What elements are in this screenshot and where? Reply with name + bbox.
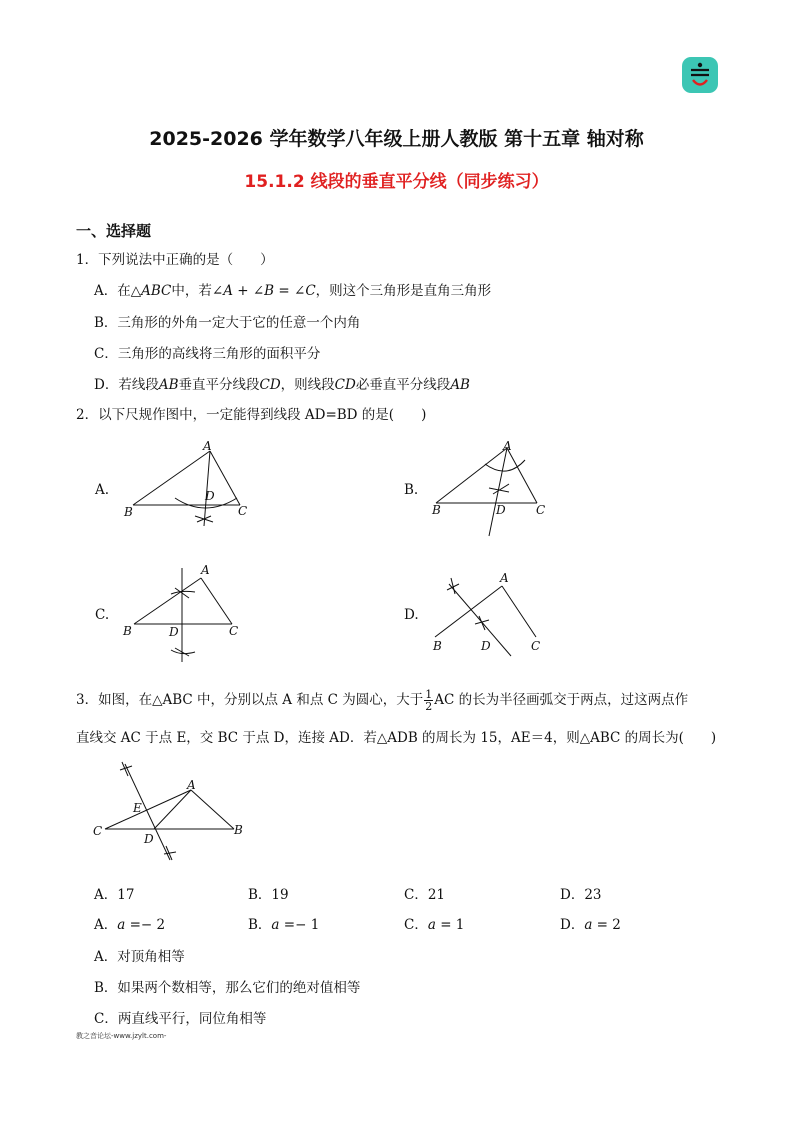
q3-option-c: C．21 [404, 887, 446, 903]
q4-option-a: A．a =− 2 [94, 917, 166, 933]
q5-option-b: B．如果两个数相等，那么它们的绝对值相等 [94, 980, 361, 996]
q2a-point-c: C [238, 504, 248, 518]
q3-point-e: E [133, 801, 142, 815]
q3-point-d: D [144, 832, 154, 846]
q4-option-c: C．a = 1 [404, 917, 465, 933]
q3-fraction: $\frac{1}{2}$ [425, 688, 433, 713]
q1-option-a: A．在△ABC中，若∠A + ∠B = ∠C，则这个三角形是直角三角形 [94, 283, 492, 299]
q3-stem-line2: 直线交 AC 于点 E，交 BC 于点 D，连接 AD．若△ADB 的周长为 15，AE＝4，则△ABC 的周长为( ) [76, 730, 717, 746]
q2c-point-a: A [201, 563, 210, 577]
q2-option-b-label: B. [404, 482, 419, 498]
q2-figure-d [425, 560, 555, 665]
page-title: 2025-2026 学年数学八年级上册人教版 第十五章 轴对称 [149, 128, 644, 150]
q3-point-b: B [234, 823, 243, 837]
q2-figure-c [115, 560, 255, 665]
q2a-point-a: A [203, 439, 212, 453]
q3-stem-line1: 3．如图，在△ABC 中，分别以点 A 和点 C 为圆心，大于 $\frac{1}{2}$ AC 的长为半径画弧交于两点，过这两点作 [76, 688, 689, 713]
section-heading: 一、选择题 [76, 222, 152, 240]
q4-option-b: B．a =− 1 [248, 917, 320, 933]
q2c-point-b: B [123, 624, 132, 638]
q1-option-c: C．三角形的高线将三角形的面积平分 [94, 346, 321, 362]
q2c-point-c: C [229, 624, 239, 638]
footer-watermark: 教之音论坛-www.jzylt.com- [76, 1032, 167, 1040]
q3-option-d: D．23 [560, 887, 602, 903]
q1-stem: 1．下列说法中正确的是（ ） [76, 252, 274, 268]
logo-icon [682, 57, 718, 93]
q2b-point-b: B [432, 503, 441, 517]
q2a-point-b: B [124, 505, 133, 519]
q3-point-a: A [187, 778, 196, 792]
q2-option-d-label: D. [404, 607, 419, 623]
q3-option-a: A．17 [94, 887, 135, 903]
q2b-point-c: C [536, 503, 546, 517]
q1-option-d: D．若线段AB垂直平分线段CD，则线段CD必垂直平分线段AB [94, 377, 470, 393]
q2-figure-b [425, 436, 555, 541]
q2d-point-d: D [481, 639, 491, 653]
q3-option-b: B．19 [248, 887, 289, 903]
q2b-point-d: D [496, 503, 506, 517]
q1-option-b: B．三角形的外角一定大于它的任意一个内角 [94, 315, 361, 331]
q3-point-c: C [93, 824, 103, 838]
app-logo [682, 57, 718, 93]
q2-option-c-label: C. [95, 607, 110, 623]
q2c-point-d: D [169, 625, 179, 639]
q5-option-c: C．两直线平行，同位角相等 [94, 1011, 267, 1027]
q2a-point-d: D [205, 489, 215, 503]
q2d-point-b: B [433, 639, 442, 653]
q2-stem: 2．以下尺规作图中，一定能得到线段 AD=BD 的是( ) [76, 407, 427, 423]
q2d-point-a: A [500, 571, 509, 585]
q5-option-a: A．对顶角相等 [94, 949, 185, 965]
q2-option-a-label: A. [95, 482, 110, 498]
q2b-point-a: A [503, 439, 512, 453]
q2d-point-c: C [531, 639, 541, 653]
page-subtitle: 15.1.2 线段的垂直平分线（同步练习） [244, 172, 549, 192]
q2-figure-a [115, 436, 265, 541]
q4-option-d: D．a = 2 [560, 917, 621, 933]
q3-figure [88, 756, 258, 868]
